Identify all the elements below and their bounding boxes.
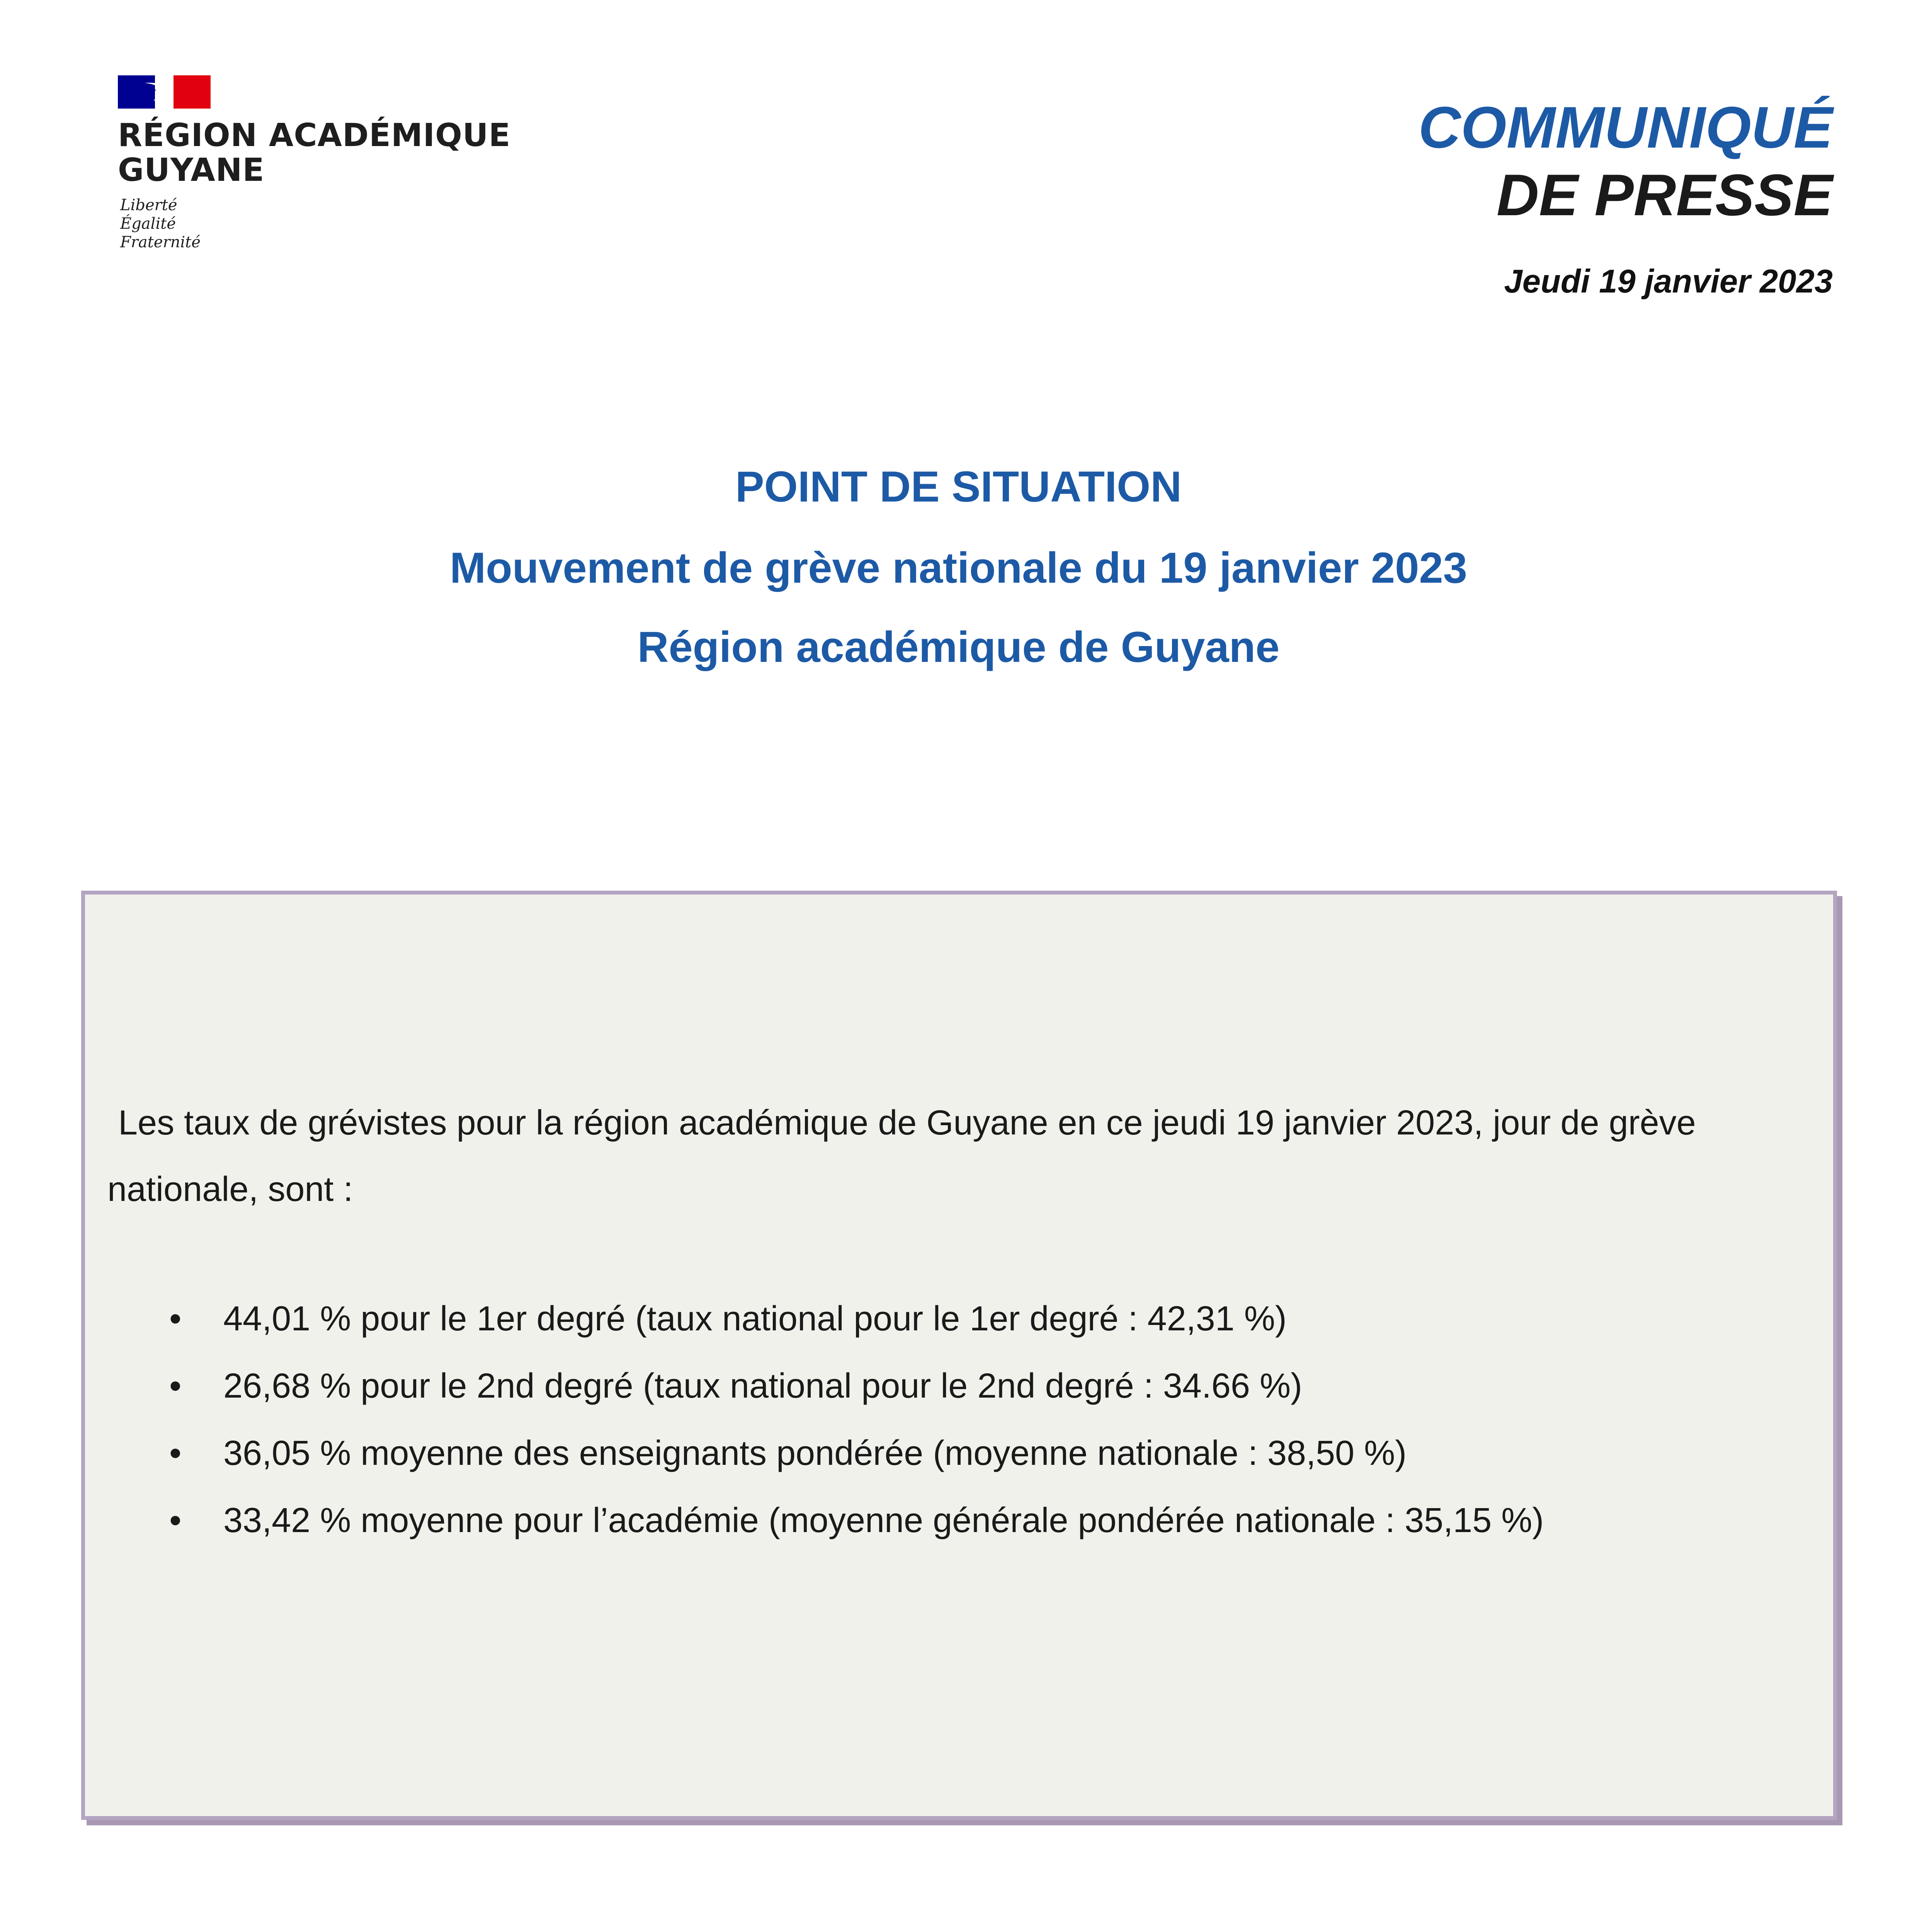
communique-title: COMMUNIQUÉ: [1418, 95, 1833, 160]
motto-egalite: Égalité: [120, 215, 176, 233]
republic-flag-icon: [118, 75, 211, 109]
bullet-icon: •: [169, 1434, 182, 1473]
list-item: [85, 1498, 1824, 1565]
heading-mouvement-de-greve: Mouvement de grève nationale du 19 janvier 2023: [450, 544, 1467, 592]
intro-paragraph: Les taux de grévistes pour la région académique de Guyane en ce jeudi 19 janvier 2023, jour de grève nationale, sont :: [107, 1104, 1696, 1209]
heading-region-academique: Région académique de Guyane: [637, 623, 1280, 671]
bullet-text: 33,42 % moyenne pour l’académie (moyenne générale pondérée nationale : 35,15 %): [223, 1501, 1544, 1540]
bullet-icon: •: [169, 1501, 182, 1540]
logo-name-line2: GUYANE: [118, 152, 265, 189]
logo-block: [118, 75, 511, 261]
strike-rates-box: [81, 891, 1837, 1820]
list-item: [85, 1296, 1824, 1364]
motto-fraternite: Fraternité: [120, 233, 201, 251]
bullet-text: 36,05 % moyenne des enseignants pondérée (moyenne nationale : 38,50 %): [223, 1434, 1407, 1473]
list-item: [85, 1431, 1824, 1498]
bullet-text: 44,01 % pour le 1er degré (taux national pour le 1er degré : 42,31 %): [223, 1299, 1287, 1338]
presse-title: DE PRESSE: [1496, 162, 1833, 228]
bullet-icon: •: [169, 1299, 182, 1338]
strike-rates-list: [85, 1296, 1824, 1565]
release-date: Jeudi 19 janvier 2023: [1504, 263, 1833, 300]
heading-point-de-situation: POINT DE SITUATION: [735, 463, 1182, 511]
bullet-icon: •: [169, 1367, 182, 1405]
logo-name-line1: RÉGION ACADÉMIQUE: [118, 117, 511, 154]
bullet-text: 26,68 % pour le 2nd degré (taux national pour le 2nd degré : 34.66 %): [223, 1367, 1302, 1405]
motto-liberte: Liberté: [120, 196, 177, 214]
list-item: [85, 1364, 1824, 1431]
